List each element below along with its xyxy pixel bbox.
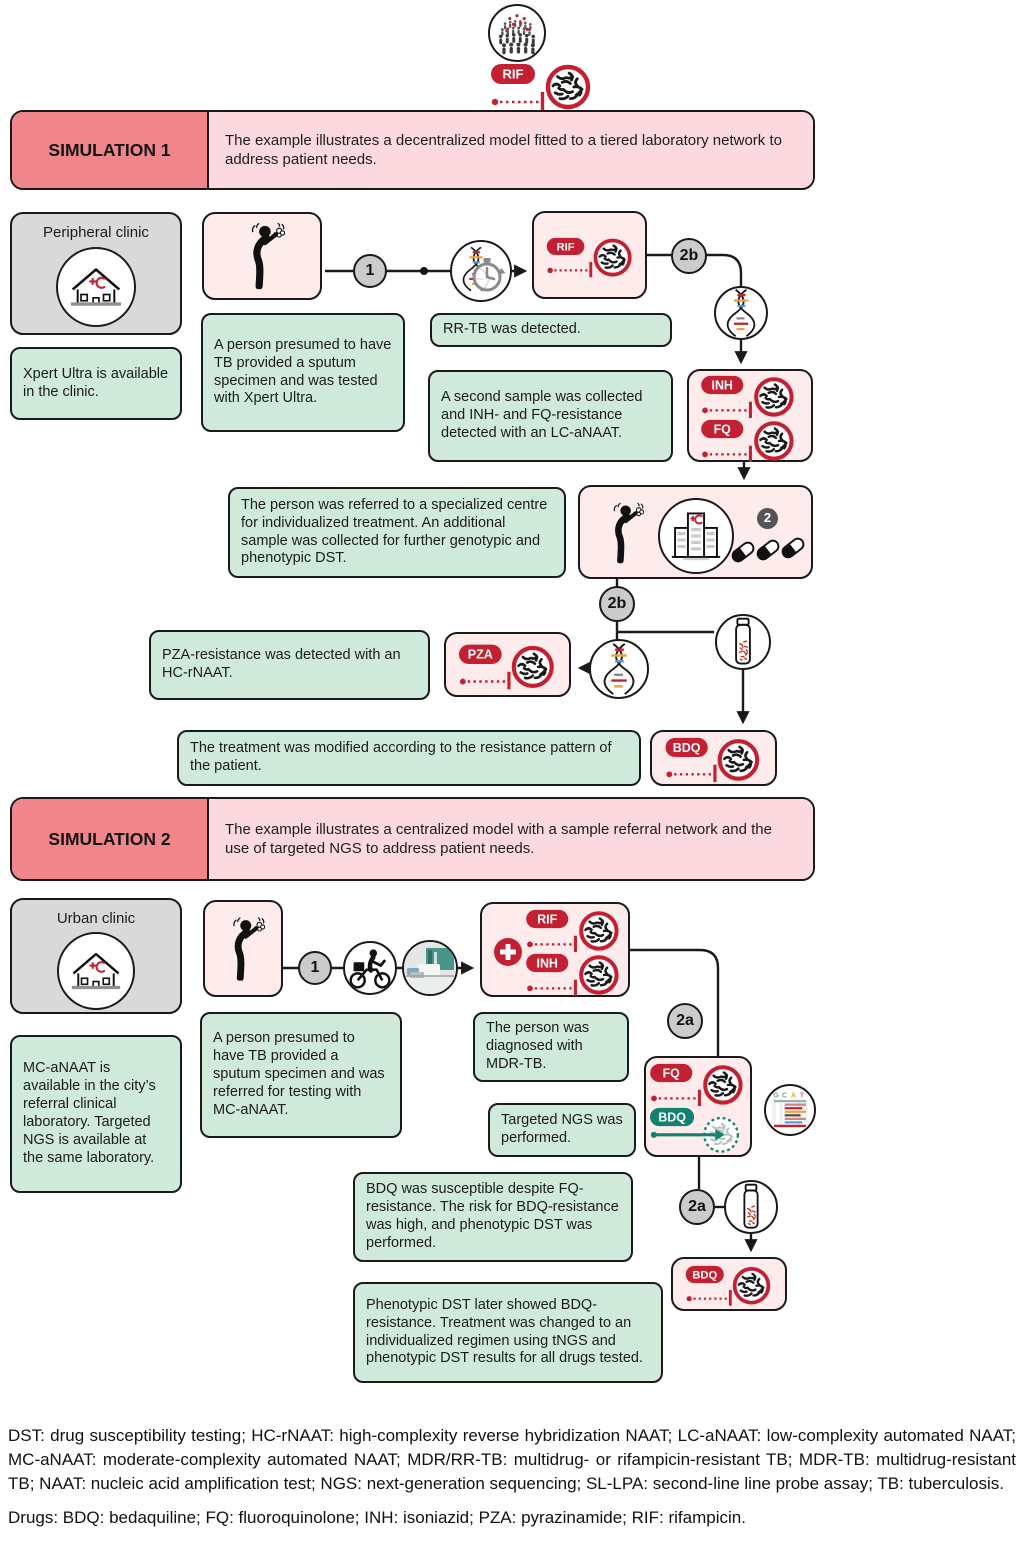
svg-text:RIF: RIF <box>556 241 575 254</box>
svg-text:FQ: FQ <box>662 1066 680 1081</box>
svg-text:BDQ: BDQ <box>672 740 701 755</box>
step-marker-2: 2 <box>757 508 778 529</box>
xpert-availability-note: Xpert Ultra is available in the clinic. <box>10 347 182 420</box>
second-sample-note: A second sample was collected and INH- and FQ-resistance detected with an LC-aNAAT. <box>428 370 673 462</box>
culture-bottle-icon <box>724 1180 778 1234</box>
inh-resistance-icon <box>699 374 799 418</box>
courier-motorbike-icon <box>343 941 397 995</box>
peripheral-clinic-title: Peripheral clinic <box>43 224 149 241</box>
simulation1-title: SIMULATION 1 <box>12 112 209 188</box>
step-marker-2b-first: 2b <box>671 238 707 274</box>
pza-resistance-icon <box>457 640 558 690</box>
svg-text:RIF: RIF <box>537 912 558 927</box>
svg-text:BDQ: BDQ <box>692 1269 718 1282</box>
base-a: A <box>790 1092 796 1100</box>
step-marker-2b-second: 2b <box>599 586 635 622</box>
bdq-susceptible-icon <box>648 1106 748 1154</box>
clinic-house-icon <box>56 247 136 327</box>
sample-transfer-dot <box>420 267 428 275</box>
presumptive-tb-person-box <box>202 212 322 300</box>
svg-text:FQ: FQ <box>713 422 731 437</box>
rif-resistance-icon <box>524 908 624 952</box>
inh-fq-resistance-box <box>687 369 813 462</box>
mcanaat-availability-note: MC-aNAAT is available in the city’s referral clinical laboratory. Targeted NGS is available at the same laboratory. <box>10 1035 182 1193</box>
step-marker-2a-first: 2a <box>667 1003 703 1039</box>
svg-text:PZA: PZA <box>467 647 493 662</box>
coughing-person-icon <box>239 220 285 292</box>
simulation1-header <box>10 110 815 190</box>
bdq-resistance-box <box>671 1257 787 1311</box>
pza-resistance-box <box>444 632 571 697</box>
bdq-susceptible-note: BDQ was susceptible despite FQ-resistance. The risk for BDQ-resistance was high, and phenotypic DST was performed. <box>353 1172 633 1262</box>
bdq-resistance-box <box>650 730 777 786</box>
mdr-diagnosis-box <box>480 902 630 997</box>
simulation1-description: The example illustrates a decentralized model fitted to a tiered laboratory network to address patient needs. <box>225 131 782 168</box>
sim2-step1-note: A person presumed to have TB provided a sputum specimen and was referred for testing with MC-aNAAT. <box>200 1012 402 1138</box>
footnotes <box>8 1424 1016 1541</box>
svg-text:INH: INH <box>711 378 733 393</box>
simulation2-header <box>10 797 815 881</box>
clinic-house-icon <box>57 932 135 1010</box>
fq-resistance-icon <box>699 418 799 462</box>
header-rif-resistance-icon <box>486 58 596 110</box>
coughing-person-icon <box>602 495 644 571</box>
laboratory-equipment-icon <box>402 940 458 996</box>
population-crowd-icon <box>488 4 546 62</box>
abbreviations-footnote: DST: drug susceptibility testing; HC-rNAAT: high-complexity reverse hybridization NAAT; LC-aNAAT: low-complexity automated NAAT; MC-aNAAT: moderate-complexity automated NAAT; MDR/RR-TB: multidrug- or rifampicin-resistant TB; MDR-TB: multidrug-resistant TB; NAAT: nucleic acid amplification test; NGS: next-generation sequencing; SL-LPA: second-line line probe assay; TB: tuberculosis. <box>8 1426 1016 1494</box>
peripheral-clinic-card <box>10 212 182 335</box>
bacteria-icon <box>548 67 588 107</box>
hospital-icon <box>658 498 734 574</box>
dna-sample-icon <box>589 639 649 699</box>
treatment-modified-note: The treatment was modified according to the resistance pattern of the patient. <box>177 730 641 786</box>
step-marker-1: 1 <box>298 951 332 985</box>
presumptive-tb-person-box <box>203 900 283 997</box>
base-t: T <box>799 1092 805 1100</box>
step-marker-1: 1 <box>353 254 387 288</box>
svg-text:BDQ: BDQ <box>658 1110 686 1125</box>
base-g: G <box>773 1092 779 1100</box>
coughing-person-icon <box>221 910 265 988</box>
simulation2-title: SIMULATION 2 <box>12 799 209 879</box>
inh-resistance-icon <box>524 952 624 996</box>
simulation2-description: The example illustrates a centralized model with a sample referral network and the use of targeted NGS to address patient needs. <box>225 820 772 857</box>
pza-resistance-note: PZA-resistance was detected with an HC-rNAAT. <box>149 630 430 700</box>
sequencing-readout-icon <box>764 1084 816 1136</box>
rif-resistance-result-box <box>532 211 647 299</box>
fq-resistance-icon <box>648 1062 748 1106</box>
tngs-result-box <box>644 1056 752 1157</box>
urban-clinic-card <box>10 898 182 1014</box>
step-marker-2a-second: 2a <box>679 1189 715 1225</box>
specialized-centre-box <box>578 485 813 579</box>
rapid-test-dna-timer-icon <box>450 240 512 302</box>
culture-bottle-icon <box>715 614 771 670</box>
urban-clinic-title: Urban clinic <box>56 910 136 927</box>
svg-text:INH: INH <box>536 956 558 971</box>
targeted-ngs-note: Targeted NGS was performed. <box>488 1103 636 1157</box>
rrtb-detected-note: RR-TB was detected. <box>430 313 672 347</box>
header-drug-label: RIF <box>502 66 524 82</box>
sim1-step1-note: A person presumed to have TB provided a sputum specimen and was tested with Xpert Ultra. <box>201 313 405 432</box>
bacteria-icon <box>595 240 629 274</box>
treatment-pills-icon <box>730 533 806 567</box>
bdq-resistance-icon <box>684 1261 774 1307</box>
referral-note: The person was referred to a specialized centre for individualized treatment. An additional sample was collected for further genotypic and phenotypic DST. <box>228 487 566 578</box>
mdr-diagnosis-note: The person was diagnosed with MDR-TB. <box>473 1012 629 1082</box>
positive-result-icon <box>493 937 523 967</box>
dna-sample-icon <box>714 286 768 340</box>
drugs-footnote: Drugs: BDQ: bedaquiline; FQ: fluoroquinolone; INH: isoniazid; PZA: pyrazinamide; RIF: rifampicin. <box>8 1508 746 1528</box>
phenotypic-dst-note: Phenotypic DST later showed BDQ-resistance. Treatment was changed to an individualized regimen using tNGS and phenotypic DST results for all drugs tested. <box>353 1282 663 1383</box>
rif-resistance-icon <box>545 229 634 281</box>
bdq-resistance-icon <box>663 734 764 782</box>
base-c: C <box>782 1092 788 1100</box>
